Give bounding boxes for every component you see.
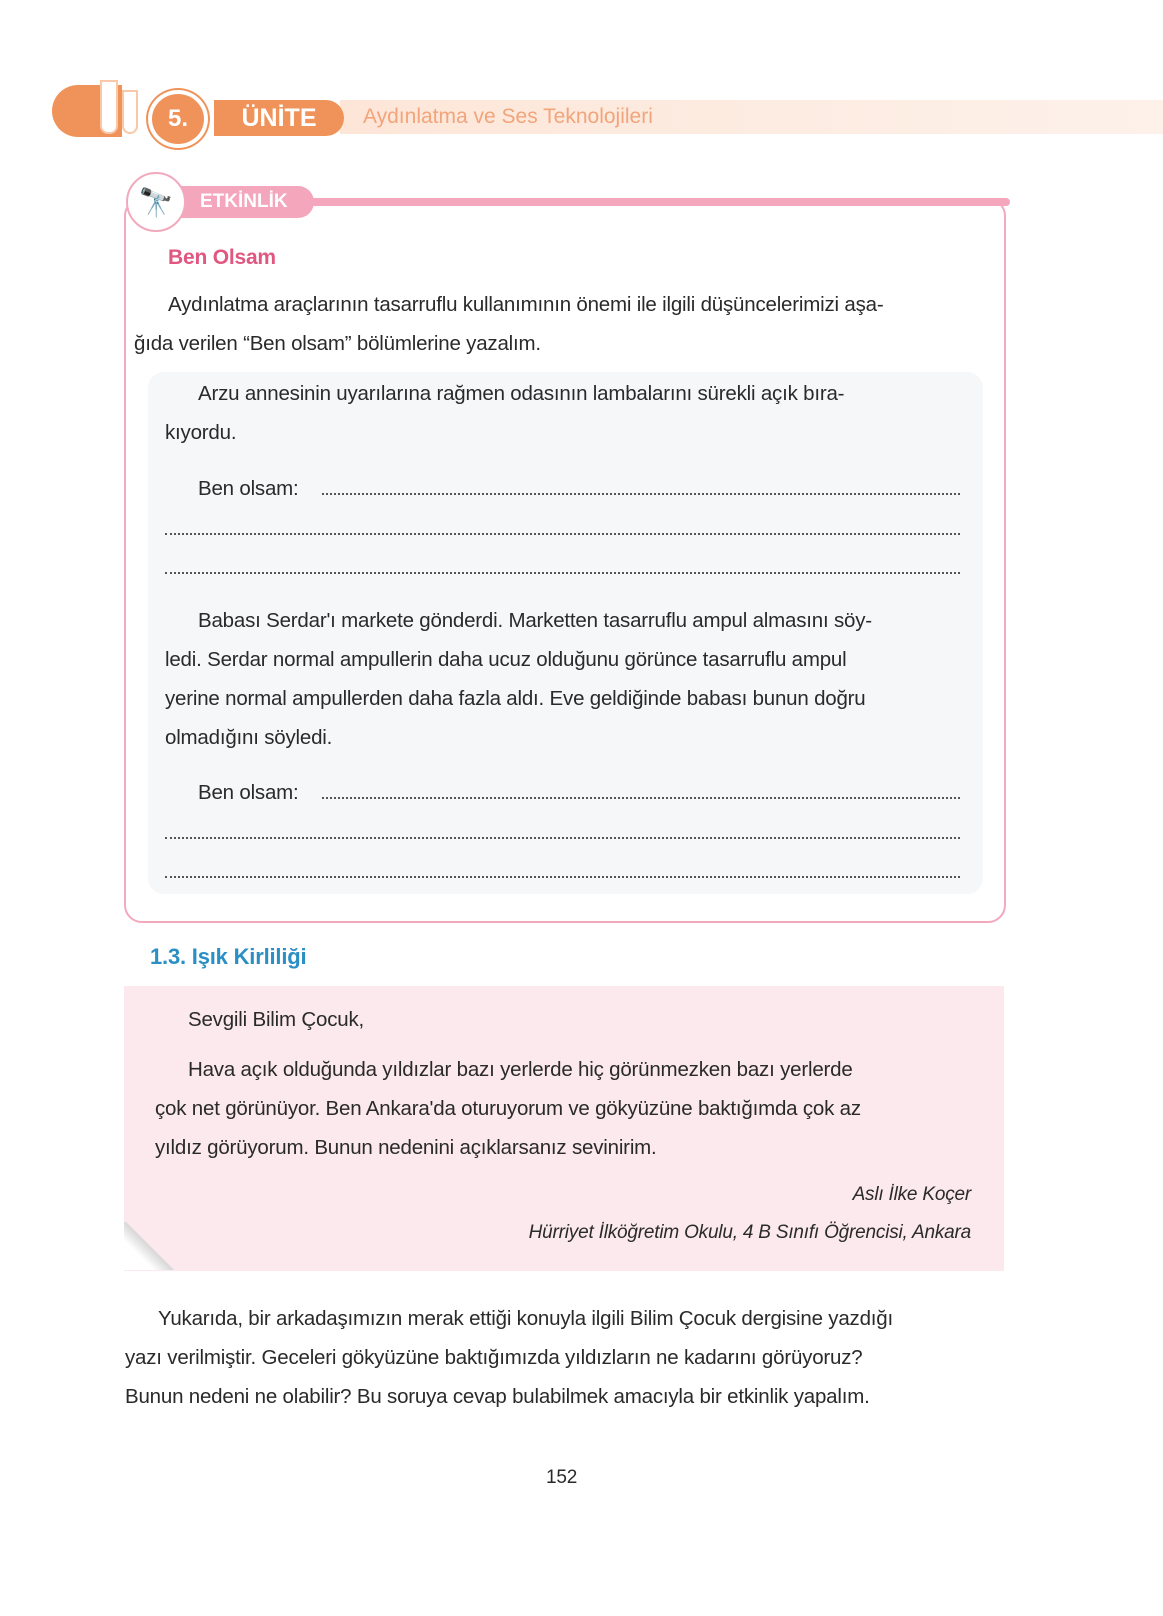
answer-label: Ben olsam: [198,477,299,500]
intro-line: Aydınlatma araçlarının tasarruflu kullanımının önemi ile ilgili düşüncelerimizi aşa- [168,293,884,316]
test-tube-icon [100,80,118,134]
scenario-line: yerine normal ampullerden daha fazla aldı. Eve geldiğinde babası bunun doğru [165,687,866,710]
scenario-line: Babası Serdar'ı markete gönderdi. Marketten tasarruflu ampul almasını söy- [198,609,872,632]
answer-line[interactable] [165,876,960,878]
page-curl [124,1222,174,1270]
page-number: 152 [546,1467,578,1488]
closing-line: Bunun nedeni ne olabilir? Bu soruya cevap bulabilmek amacıyla bir etkinlik yapalım. [125,1385,870,1408]
section-title: 1.3. Işık Kirliliği [150,944,307,969]
answer-line[interactable] [165,837,960,839]
scenario-line: olmadığını söyledi. [165,726,333,749]
letter-line: çok net görünüyor. Ben Ankara'da oturuyorum ve gökyüzüne baktığımda çok az [155,1097,861,1120]
scenario-line: ledi. Serdar normal ampullerin daha ucuz olduğunu görünce tasarruflu ampul [165,648,847,671]
activity-title: Ben Olsam [168,246,276,269]
activity-tab: ETKİNLİK [178,186,314,218]
letter-line: Hava açık olduğunda yıldızlar bazı yerlerde hiç görünmezken bazı yerlerde [188,1058,853,1081]
intro-line: ğıda verilen “Ben olsam” bölümlerine yazalım. [134,332,541,355]
answer-label: Ben olsam: [198,781,299,804]
scenario-line: Arzu annesinin uyarılarına rağmen odasının lambalarını sürekli açık bıra- [198,382,845,405]
answer-line[interactable] [322,797,960,799]
letter-school: Hürriyet İlköğretim Okulu, 4 B Sınıfı Öğrencisi, Ankara [528,1222,971,1243]
unit-label: ÜNİTE [214,100,344,136]
activity-header-line [310,198,1010,206]
letter-greeting: Sevgili Bilim Çocuk, [188,1008,364,1031]
closing-line: yazı verilmiştir. Geceleri gökyüzüne baktığımızda yıldızların ne kadarını görüyoruz? [125,1346,863,1369]
answer-line[interactable] [165,572,960,574]
letter-signature: Aslı İlke Koçer [852,1184,971,1205]
scenario-panel [148,372,983,894]
unit-number: 5. [148,90,208,148]
answer-line[interactable] [322,493,960,495]
closing-line: Yukarıda, bir arkadaşımızın merak ettiği konuyla ilgili Bilim Çocuk dergisine yazdığı [158,1307,893,1330]
answer-line[interactable] [165,533,960,535]
scenario-line: kıyordu. [165,421,237,444]
letter-line: yıldız görüyorum. Bunun nedenini açıklarsanız sevinirim. [155,1136,657,1159]
telescope-icon: 🔭 [126,172,186,232]
test-tube-icon [122,90,138,134]
unit-title: Aydınlatma ve Ses Teknolojileri [363,105,653,128]
